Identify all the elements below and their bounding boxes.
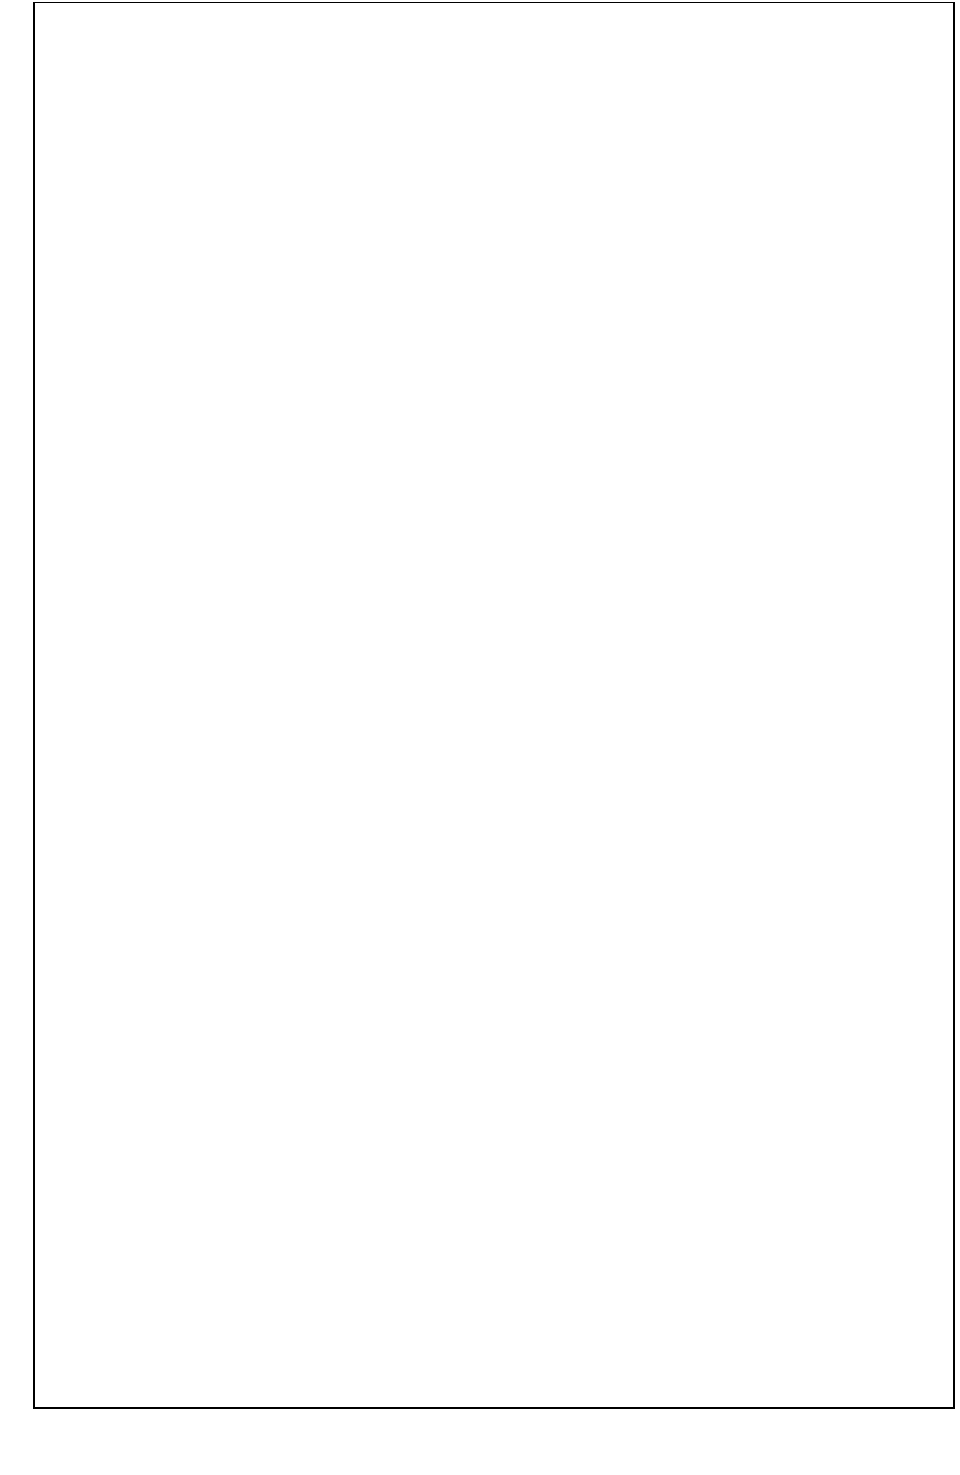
part-vi-section: [37, 489, 953, 499]
frame-top-border: [33, 2, 955, 3]
frame-right-border: [953, 2, 955, 1409]
frame-left-border: [33, 2, 35, 1409]
frame-bottom-border: [33, 1407, 955, 1409]
